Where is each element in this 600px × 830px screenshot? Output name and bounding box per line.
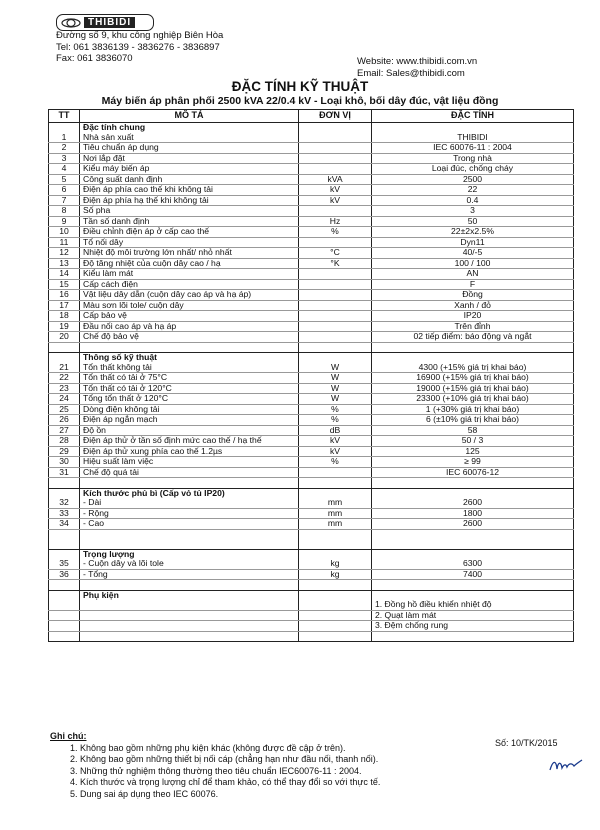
cell-tt: 29 — [49, 446, 80, 457]
cell-value — [372, 478, 574, 489]
cell-tt: 25 — [49, 404, 80, 415]
cell-description — [80, 610, 299, 621]
cell-tt: 20 — [49, 332, 80, 343]
spec-table — [48, 109, 574, 642]
cell-value: 2600 — [372, 498, 574, 508]
cell-unit — [299, 539, 372, 549]
cell-tt: 11 — [49, 237, 80, 248]
cell-unit: kVA — [299, 174, 372, 185]
cell-value — [372, 488, 574, 498]
cell-description: Hiệu suất làm việc — [80, 457, 299, 468]
blank-row — [49, 478, 574, 489]
table-row — [49, 269, 574, 280]
cell-tt: 13 — [49, 258, 80, 269]
cell-value — [372, 549, 574, 559]
spec-table-body — [49, 123, 574, 642]
cell-tt: 28 — [49, 436, 80, 447]
cell-description: Độ ồn — [80, 425, 299, 436]
cell-description — [80, 539, 299, 549]
cell-description: - Cao — [80, 519, 299, 530]
table-row — [49, 446, 574, 457]
cell-description: Điện áp thử xung phía cao thế 1.2µs — [80, 446, 299, 457]
cell-description: Tổn thất có tải ở 120°C — [80, 383, 299, 394]
cell-value: THIBIDI — [372, 133, 574, 143]
table-row — [49, 248, 574, 259]
cell-unit — [299, 342, 372, 353]
cell-unit: kV — [299, 195, 372, 206]
cell-tt: 14 — [49, 269, 80, 280]
cell-value: 7400 — [372, 569, 574, 580]
table-row — [49, 311, 574, 322]
cell-value: 2600 — [372, 519, 574, 530]
cell-description: Công suất danh định — [80, 174, 299, 185]
notes-list — [50, 743, 380, 801]
cell-tt: 15 — [49, 279, 80, 290]
cell-tt: 7 — [49, 195, 80, 206]
cell-tt: 36 — [49, 569, 80, 580]
cell-unit: % — [299, 227, 372, 238]
cell-value: 50 / 3 — [372, 436, 574, 447]
cell-description: Độ tăng nhiệt của cuộn dây cao / hạ — [80, 258, 299, 269]
table-row — [49, 237, 574, 248]
cell-description — [80, 600, 299, 610]
table-row — [49, 373, 574, 384]
cell-unit — [299, 300, 372, 311]
cell-tt: 8 — [49, 206, 80, 217]
section-row — [49, 488, 574, 498]
cell-tt: 9 — [49, 216, 80, 227]
cell-unit: kV — [299, 446, 372, 457]
blank-row — [49, 580, 574, 591]
cell-value — [372, 580, 574, 591]
cell-value: IEC 60076-11 : 2004 — [372, 143, 574, 154]
cell-unit — [299, 610, 372, 621]
cell-unit: kg — [299, 569, 372, 580]
table-row — [49, 206, 574, 217]
cell-description: Vật liệu dây dẫn (cuộn dây cao áp và hạ áp) — [80, 290, 299, 301]
cell-tt: 4 — [49, 164, 80, 175]
blank-row — [49, 342, 574, 353]
cell-tt — [49, 539, 80, 549]
cell-description — [80, 580, 299, 591]
phone-line: Tel: 061 3836139 - 3836276 - 3836897 — [56, 41, 220, 53]
cell-tt: 2 — [49, 143, 80, 154]
cell-unit: kV — [299, 185, 372, 196]
cell-unit — [299, 600, 372, 610]
cell-unit: W — [299, 383, 372, 394]
cell-description: - Tổng — [80, 569, 299, 580]
cell-value: 3 — [372, 206, 574, 217]
cell-value — [372, 123, 574, 133]
note-item: 3. Những thử nghiệm thông thường theo tiêu chuẩn IEC60076-11 : 2004. — [80, 766, 380, 778]
cell-tt — [49, 123, 80, 133]
cell-tt: 5 — [49, 174, 80, 185]
cell-unit — [299, 311, 372, 322]
cell-description: Số pha — [80, 206, 299, 217]
cell-value: Trên đỉnh — [372, 321, 574, 332]
cell-description — [80, 631, 299, 642]
website-text: Website: www.thibidi.com.vn — [357, 56, 478, 67]
accessory-row — [49, 600, 574, 610]
cell-tt — [49, 621, 80, 632]
cell-tt: 30 — [49, 457, 80, 468]
cell-value: 2. Quạt làm mát — [372, 610, 574, 621]
cell-unit — [299, 631, 372, 642]
cell-unit — [299, 621, 372, 632]
cell-unit: mm — [299, 498, 372, 508]
cell-unit: mm — [299, 519, 372, 530]
cell-description: Kiểu máy biến áp — [80, 164, 299, 175]
cell-description: Kích thước phủ bì (Cấp vỏ tủ IP20) — [80, 488, 299, 498]
address-line: Đường số 9, khu công nghiệp Biên Hòa — [56, 30, 224, 41]
cell-unit — [299, 549, 372, 559]
cell-description: Điện áp thử ở tần số định mức cao thế / hạ thế — [80, 436, 299, 447]
table-row — [49, 404, 574, 415]
company-address — [56, 30, 223, 65]
cell-value: 1. Đồng hồ điều khiển nhiệt độ — [372, 600, 574, 610]
cell-description — [80, 621, 299, 632]
cell-value: 1 (+30% giá trị khai báo) — [372, 404, 574, 415]
cell-tt — [49, 342, 80, 353]
cell-value: 1800 — [372, 508, 574, 519]
notes-block — [50, 731, 380, 800]
cell-description: Đầu nối cao áp và hạ áp — [80, 321, 299, 332]
cell-tt — [49, 590, 80, 600]
signature — [548, 756, 584, 779]
table-row — [49, 164, 574, 175]
cell-unit — [299, 290, 372, 301]
cell-description: - Rộng — [80, 508, 299, 519]
cell-tt: 35 — [49, 559, 80, 569]
table-row — [49, 143, 574, 154]
logo-brand-text: THIBIDI — [84, 17, 135, 28]
note-item: 1. Không bao gồm những phụ kiện khác (không được đề cập ở trên). — [80, 743, 380, 755]
cell-value — [372, 539, 574, 549]
section-row — [49, 590, 574, 600]
cell-value: 58 — [372, 425, 574, 436]
cell-value: AN — [372, 269, 574, 280]
cell-value: 3. Đệm chống rung — [372, 621, 574, 632]
cell-description: Kiểu làm mát — [80, 269, 299, 280]
table-row — [49, 508, 574, 519]
cell-tt: 18 — [49, 311, 80, 322]
table-row — [49, 290, 574, 301]
cell-description: Nơi lắp đặt — [80, 153, 299, 164]
cell-description: Chế độ bảo vệ — [80, 332, 299, 343]
cell-tt — [49, 580, 80, 591]
section-row — [49, 123, 574, 133]
cell-description: Cấp bảo vệ — [80, 311, 299, 322]
cell-value — [372, 529, 574, 539]
cell-unit — [299, 529, 372, 539]
accessory-row — [49, 610, 574, 621]
table-row — [49, 153, 574, 164]
cell-tt — [49, 353, 80, 363]
cell-unit: °C — [299, 248, 372, 259]
table-row — [49, 425, 574, 436]
table-row — [49, 436, 574, 447]
cell-tt: 3 — [49, 153, 80, 164]
cell-value — [372, 353, 574, 363]
cell-unit — [299, 123, 372, 133]
cell-value: 0.4 — [372, 195, 574, 206]
cell-unit: W — [299, 394, 372, 405]
note-item: 4. Kích thước và trọng lượng chỉ để tham khảo, có thể thay đổi so với thực tế. — [80, 777, 380, 789]
header-unit: ĐƠN VỊ — [299, 110, 372, 123]
header-description: MÔ TẢ — [80, 110, 299, 123]
cell-unit — [299, 269, 372, 280]
cell-description: Tổng tổn thất ở 120°C — [80, 394, 299, 405]
cell-tt: 19 — [49, 321, 80, 332]
cell-tt: 26 — [49, 415, 80, 426]
cell-value: Dyn11 — [372, 237, 574, 248]
fax-line: Fax: 061 3836070 — [56, 53, 133, 64]
cell-value — [372, 342, 574, 353]
table-row — [49, 227, 574, 238]
table-row — [49, 216, 574, 227]
cell-unit: dB — [299, 425, 372, 436]
cell-tt: 10 — [49, 227, 80, 238]
table-row — [49, 133, 574, 143]
table-row — [49, 467, 574, 478]
table-row — [49, 457, 574, 468]
cell-value: ≥ 99 — [372, 457, 574, 468]
cell-unit — [299, 133, 372, 143]
cell-value: 6300 — [372, 559, 574, 569]
cell-description: Cấp cách điện — [80, 279, 299, 290]
cell-value: Xanh / đỏ — [372, 300, 574, 311]
cell-tt: 21 — [49, 363, 80, 373]
table-row — [49, 300, 574, 311]
email-text: Email: Sales@thibidi.com — [357, 68, 465, 79]
cell-tt: 33 — [49, 508, 80, 519]
cell-unit: W — [299, 363, 372, 373]
table-row — [49, 321, 574, 332]
cell-tt: 22 — [49, 373, 80, 384]
cell-value: Đồng — [372, 290, 574, 301]
cell-unit: mm — [299, 508, 372, 519]
cell-description: Tiêu chuẩn áp dụng — [80, 143, 299, 154]
cell-value: 23300 (+10% giá trị khai báo) — [372, 394, 574, 405]
cell-value: 40/-5 — [372, 248, 574, 259]
cell-unit — [299, 488, 372, 498]
cell-description — [80, 529, 299, 539]
cell-tt: 32 — [49, 498, 80, 508]
cell-value: 19000 (+15% giá trị khai báo) — [372, 383, 574, 394]
cell-unit — [299, 237, 372, 248]
cell-tt: 17 — [49, 300, 80, 311]
cell-tt: 12 — [49, 248, 80, 259]
cell-description: Dòng điện không tải — [80, 404, 299, 415]
cell-tt: 1 — [49, 133, 80, 143]
cell-unit: kV — [299, 436, 372, 447]
cell-description: Đặc tính chung — [80, 123, 299, 133]
table-row — [49, 195, 574, 206]
company-contact — [357, 56, 477, 80]
cell-value: Loại đúc, chống cháy — [372, 164, 574, 175]
cell-description — [80, 342, 299, 353]
cell-unit — [299, 590, 372, 600]
table-row — [49, 383, 574, 394]
cell-description: Thông số kỹ thuật — [80, 353, 299, 363]
cell-value: IP20 — [372, 311, 574, 322]
cell-unit: % — [299, 415, 372, 426]
cell-description: Màu sơn lõi tole/ cuộn dây — [80, 300, 299, 311]
cell-tt: 31 — [49, 467, 80, 478]
cell-description: Trọng lượng — [80, 549, 299, 559]
cell-tt — [49, 610, 80, 621]
cell-description: Phụ kiện — [80, 590, 299, 600]
cell-tt: 16 — [49, 290, 80, 301]
table-row — [49, 519, 574, 530]
cell-tt — [49, 529, 80, 539]
cell-tt — [49, 488, 80, 498]
cell-unit — [299, 478, 372, 489]
cell-value: 50 — [372, 216, 574, 227]
cell-value: 22 — [372, 185, 574, 196]
section-row — [49, 353, 574, 363]
cell-tt — [49, 600, 80, 610]
section-row — [49, 549, 574, 559]
cell-tt: 34 — [49, 519, 80, 530]
cell-tt: 27 — [49, 425, 80, 436]
cell-description: Tổn thất có tải ở 75°C — [80, 373, 299, 384]
cell-unit — [299, 164, 372, 175]
cell-value: Trong nhà — [372, 153, 574, 164]
cell-tt — [49, 549, 80, 559]
table-row — [49, 258, 574, 269]
cell-value: 16900 (+15% giá trị khai báo) — [372, 373, 574, 384]
cell-value — [372, 590, 574, 600]
header-value: ĐẶC TÍNH — [372, 110, 574, 123]
table-header-row — [49, 110, 574, 123]
table-row — [49, 279, 574, 290]
cell-value: 2500 — [372, 174, 574, 185]
cell-value: 4300 (+15% giá trị khai báo) — [372, 363, 574, 373]
cell-description: Nhiệt độ môi trường lớn nhất/ nhỏ nhất — [80, 248, 299, 259]
notes-heading: Ghi chú: — [50, 731, 87, 741]
cell-description: Nhà sản xuất — [80, 133, 299, 143]
cell-description: Điện áp ngắn mạch — [80, 415, 299, 426]
cell-tt: 24 — [49, 394, 80, 405]
cell-description: - Cuộn dây và lõi tole — [80, 559, 299, 569]
table-row — [49, 415, 574, 426]
cell-tt: 23 — [49, 383, 80, 394]
cell-unit — [299, 153, 372, 164]
cell-unit: % — [299, 404, 372, 415]
cell-description — [80, 478, 299, 489]
cell-description: - Dài — [80, 498, 299, 508]
blank-row — [49, 529, 574, 539]
cell-description: Điện áp phía hạ thế khi không tải — [80, 195, 299, 206]
table-row — [49, 363, 574, 373]
cell-tt: 6 — [49, 185, 80, 196]
cell-value: 6 (±10% giá trị khai báo) — [372, 415, 574, 426]
cell-tt — [49, 478, 80, 489]
cell-unit — [299, 467, 372, 478]
cell-value: F — [372, 279, 574, 290]
document-subtitle: Máy biến áp phân phối 2500 kVA 22/0.4 kV - Loại khô, bối dây đúc, vật liệu đồng — [101, 95, 499, 107]
logo-mark-icon — [60, 17, 82, 28]
cell-value — [372, 631, 574, 642]
cell-unit — [299, 580, 372, 591]
cell-unit — [299, 332, 372, 343]
cell-value: 125 — [372, 446, 574, 457]
cell-unit: % — [299, 457, 372, 468]
cell-value: 22±2x2.5% — [372, 227, 574, 238]
note-item: 2. Không bao gồm những thiết bị nối cáp (chẳng hạn như đầu nối, thanh nối). — [80, 754, 380, 766]
cell-unit — [299, 206, 372, 217]
table-row — [49, 394, 574, 405]
cell-unit: Hz — [299, 216, 372, 227]
cell-unit — [299, 279, 372, 290]
cell-description: Tổn thất không tải — [80, 363, 299, 373]
table-row — [49, 569, 574, 580]
cell-value: IEC 60076-12 — [372, 467, 574, 478]
table-row — [49, 185, 574, 196]
cell-unit: °K — [299, 258, 372, 269]
document-number: Số: 10/TK/2015 — [495, 738, 558, 748]
header-tt: TT — [49, 110, 80, 123]
table-row — [49, 332, 574, 343]
blank-row — [49, 539, 574, 549]
blank-row — [49, 631, 574, 642]
cell-unit: W — [299, 373, 372, 384]
cell-unit: kg — [299, 559, 372, 569]
cell-unit — [299, 143, 372, 154]
cell-description: Tổ nối dây — [80, 237, 299, 248]
company-logo — [56, 14, 154, 31]
table-row — [49, 559, 574, 569]
table-row — [49, 174, 574, 185]
accessory-row — [49, 621, 574, 632]
cell-value: 02 tiếp điểm: báo động và ngắt — [372, 332, 574, 343]
document-title: ĐẶC TÍNH KỸ THUẬT — [231, 79, 369, 94]
cell-value: 100 / 100 — [372, 258, 574, 269]
cell-description: Tần số danh định — [80, 216, 299, 227]
cell-description: Điều chỉnh điện áp ở cấp cao thế — [80, 227, 299, 238]
cell-tt — [49, 631, 80, 642]
cell-description: Chế độ quá tải — [80, 467, 299, 478]
cell-unit — [299, 321, 372, 332]
note-item: 5. Dung sai áp dụng theo IEC 60076. — [80, 789, 380, 801]
cell-unit — [299, 353, 372, 363]
cell-description: Điện áp phía cao thế khi không tải — [80, 185, 299, 196]
table-row — [49, 498, 574, 508]
